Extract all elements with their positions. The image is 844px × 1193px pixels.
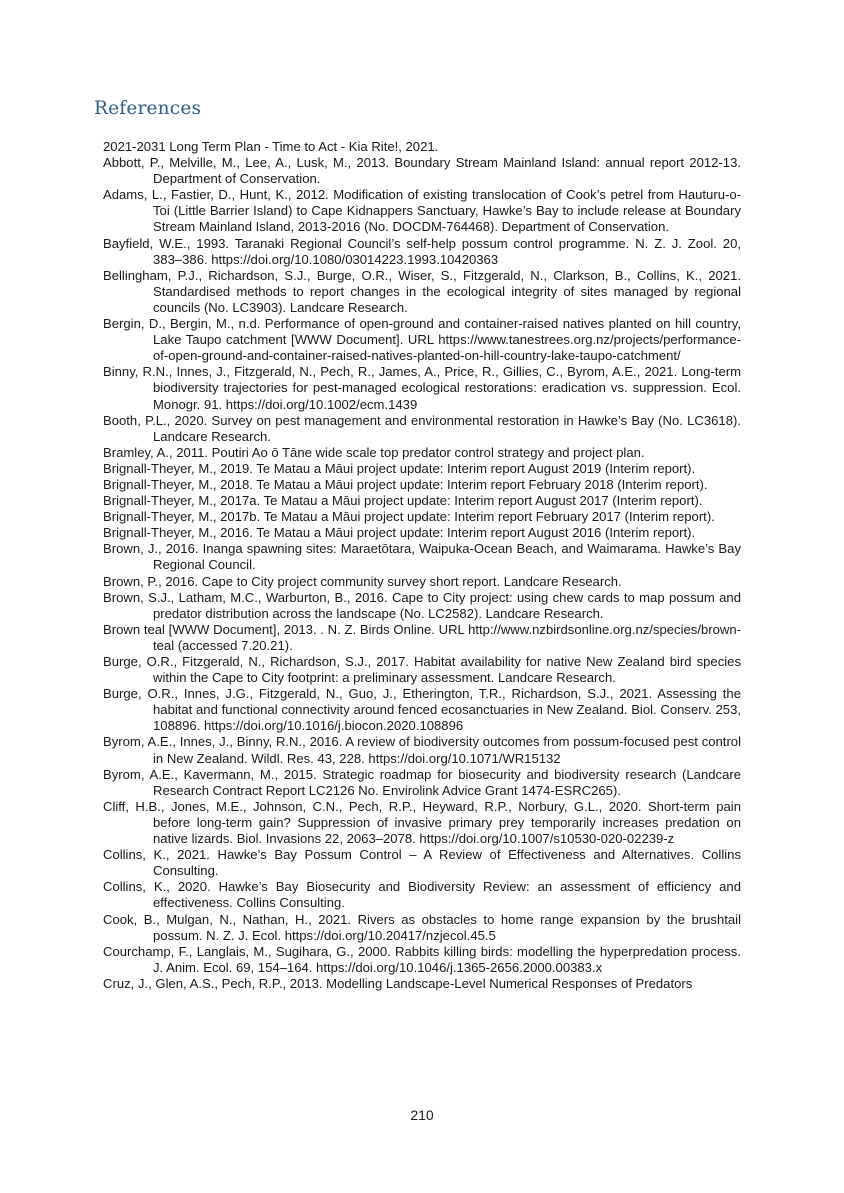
reference-entry: Brown, P., 2016. Cape to City project community survey short report. Landcare Research. <box>103 573 622 589</box>
reference-entry: Bayfield, W.E., 1993. Taranaki Regional Council’s self-help possum control programme. N. Z. J. Zool. 20, 383–386. https://doi.org/10.1080/03014223.1993.10420363 <box>103 235 741 267</box>
reference-entry: Collins, K., 2020. Hawke’s Bay Biosecurity and Biodiversity Review: an assessment of efficiency and effectiveness. Collins Consulting. <box>103 879 741 911</box>
reference-entry: Burge, O.R., Innes, J.G., Fitzgerald, N., Guo, J., Etherington, T.R., Richardson, S.J., 2021. Assessing the habitat and functional connectivity around fenced ecosanctuaries in New Zealand. Biol. Conserv. 253, 108896. https://doi.org/10.1016/j.biocon.2020.108896 <box>103 686 741 734</box>
reference-entry: Brown, S.J., Latham, M.C., Warburton, B., 2016. Cape to City project: using chew cards to map possum and predator distribution across the landscape (No. LC2582). Landcare Research. <box>103 589 741 621</box>
reference-entry: Cook, B., Mulgan, N., Nathan, H., 2021. Rivers as obstacles to home range expansion by the brushtail possum. N. Z. J. Ecol. https://doi.org/10.20417/nzjecol.45.5 <box>103 911 741 943</box>
reference-entry: Brignall-Theyer, M., 2018. Te Matau a Māui project update: Interim report February 2018 (Interim report). <box>103 476 708 492</box>
reference-entry: Brown teal [WWW Document], 2013. . N. Z. Birds Online. URL http://www.nzbirdsonline.org.nz/species/brown-teal (accessed 7.20.21). <box>103 621 741 653</box>
reference-entry: Bergin, D., Bergin, M., n.d. Performance of open-ground and container-raised natives planted on hill country, Lake Taupo catchment [WWW Document]. URL https://www.tanestrees.org.nz/projects/performance-of-open-ground-and-container-raised-natives-planted-on-hill-country-lake-taupo-catchment/ <box>103 316 741 364</box>
reference-entry: Binny, R.N., Innes, J., Fitzgerald, N., Pech, R., James, A., Price, R., Gillies, C., Byrom, A.E., 2021. Long-term biodiversity trajectories for pest-managed ecological restorations: eradication vs. suppression. Ecol. Monogr. 91. https://doi.org/10.1002/ecm.1439 <box>103 364 741 412</box>
reference-entry: Brignall-Theyer, M., 2019. Te Matau a Māui project update: Interim report August 2019 (Interim report). <box>103 460 696 476</box>
reference-entry: Byrom, A.E., Kavermann, M., 2015. Strategic roadmap for biosecurity and biodiversity research (Landcare Research Contract Report LC2126 No. Envirolink Advice Grant 1474-ESRC265). <box>103 766 741 798</box>
reference-entry: Burge, O.R., Fitzgerald, N., Richardson, S.J., 2017. Habitat availability for native New Zealand bird species within the Cape to City footprint: a preliminary assessment. Landcare Research. <box>103 654 741 686</box>
page-number: 210 <box>410 1107 434 1123</box>
reference-entry: Cruz, J., Glen, A.S., Pech, R.P., 2013. Modelling Landscape-Level Numerical Responses of Predators <box>103 975 693 991</box>
reference-entry: Bellingham, P.J., Richardson, S.J., Burge, O.R., Wiser, S., Fitzgerald, N., Clarkson, B., Collins, K., 2021. Standardised methods to report changes in the ecological integrity of sites managed by regional councils (No. LC3903). Landcare Research. <box>103 267 741 315</box>
section-heading: References <box>94 98 202 119</box>
reference-entry: Abbott, P., Melville, M., Lee, A., Lusk, M., 2013. Boundary Stream Mainland Island: annual report 2012-13. Department of Conservation. <box>103 155 741 187</box>
reference-entry: Adams, L., Fastier, D., Hunt, K., 2012. Modification of existing translocation of Cook’s petrel from Hauturu-o-Toi (Little Barrier Island) to Cape Kidnappers Sanctuary, Hawke’s Bay to include release at Boundary Stream Mainland Island, 2013-2016 (No. DOCDM-764468). Department of Conservation. <box>103 187 741 235</box>
reference-entry: Booth, P.L., 2020. Survey on pest management and environmental restoration in Hawke’s Bay (No. LC3618). Landcare Research. <box>103 412 741 444</box>
reference-entry: 2021-2031 Long Term Plan - Time to Act - Kia Rite!, 2021. <box>103 139 439 154</box>
reference-entry: Byrom, A.E., Innes, J., Binny, R.N., 2016. A review of biodiversity outcomes from possum-focused pest control in New Zealand. Wildl. Res. 43, 228. https://doi.org/10.1071/WR15132 <box>103 734 741 766</box>
reference-entry: Brown, J., 2016. Inanga spawning sites: Maraetōtara, Waipuka-Ocean Beach, and Waimarama. Hawke’s Bay Regional Council. <box>103 541 741 573</box>
reference-list <box>103 139 741 992</box>
reference-entry: Collins, K., 2021. Hawke’s Bay Possum Control – A Review of Effectiveness and Alternatives. Collins Consulting. <box>103 847 741 879</box>
reference-entry: Courchamp, F., Langlais, M., Sugihara, G., 2000. Rabbits killing birds: modelling the hyperpredation process. J. Anim. Ecol. 69, 154–164. https://doi.org/10.1046/j.1365-2656.2000.00383.x <box>103 943 741 975</box>
reference-entry: Brignall-Theyer, M., 2017b. Te Matau a Māui project update: Interim report February 2017 (Interim report). <box>103 509 715 525</box>
reference-entry: Brignall-Theyer, M., 2017a. Te Matau a Māui project update: Interim report August 2017 (Interim report). <box>103 493 703 509</box>
reference-entry: Cliff, H.B., Jones, M.E., Johnson, C.N., Pech, R.P., Heyward, R.P., Norbury, G.L., 2020. Short-term pain before long-term gain? Suppression of invasive primary prey temporarily increases predation on native lizards. Biol. Invasions 22, 2063–2078. https://doi.org/10.1007/s10530-020-02239-z <box>103 798 741 847</box>
reference-entry: Bramley, A., 2011. Poutiri Ao ō Tāne wide scale top predator control strategy and project plan. <box>103 444 645 460</box>
reference-entry: Brignall-Theyer, M., 2016. Te Matau a Māui project update: Interim report August 2016 (Interim report). <box>103 525 696 541</box>
